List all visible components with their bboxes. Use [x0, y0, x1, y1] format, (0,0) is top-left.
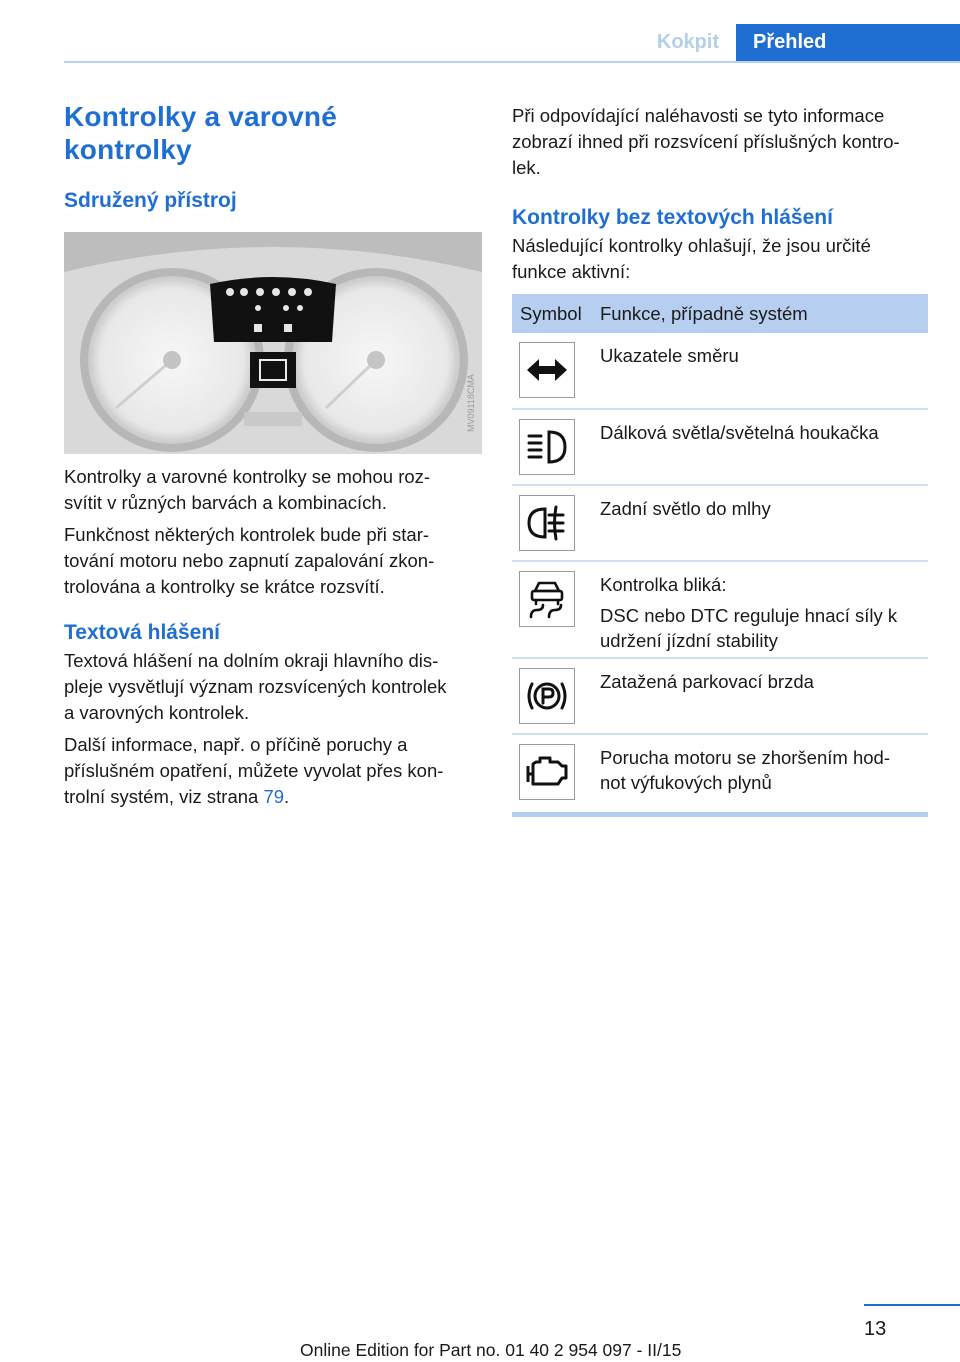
stability-control-icon [519, 571, 575, 627]
text-line: funkce aktivní: [512, 261, 631, 282]
footer-divider [864, 1304, 960, 1306]
page-title-line2: kontrolky [64, 134, 192, 165]
symbol-cell [512, 486, 600, 560]
text-line: udržení jízdní stability [600, 630, 778, 651]
section-title-no-text: Kontrolky bez textových hlášení [512, 206, 833, 229]
edition-note: Online Edition for Part no. 01 40 2 954 097 - II/15 [300, 1340, 682, 1360]
table-row [512, 333, 928, 410]
text-line: Další informace, např. o příčině poruchy a [64, 734, 408, 755]
text-fragment: . [284, 786, 290, 807]
text-line: Následující kontrolky ohlašují, že jsou určité [512, 235, 871, 256]
cluster-paragraph [64, 464, 484, 516]
symbol-cell [512, 410, 600, 484]
page-title [64, 100, 484, 166]
table-row [512, 659, 928, 735]
text-line: zobrazí ihned při rozsvícení příslušných kontro‐ [512, 131, 900, 152]
symbol-cell [512, 333, 600, 408]
instrument-cluster-illustration [64, 232, 482, 454]
table-row [512, 486, 928, 562]
function-cell [600, 659, 928, 733]
page-link[interactable]: 79 [263, 786, 285, 807]
text-line: Ukazatele směru [600, 345, 739, 366]
page-title-line1: Kontrolky a varovné [64, 101, 337, 132]
function-cell [600, 410, 928, 484]
more-info-paragraph [64, 732, 484, 810]
text-line: tování motoru nebo zapnutí zapalování zkon‐ [64, 550, 435, 571]
table-row [512, 562, 928, 659]
turn-signal-icon [519, 342, 575, 398]
right-column [512, 103, 928, 285]
text-line: svítit v různých barvách a kombinacích. [64, 492, 387, 513]
table-row [512, 735, 928, 812]
column-header-symbol: Symbol [520, 303, 582, 324]
table-header [512, 294, 928, 333]
photo-code: MV09118CMA [466, 374, 476, 432]
section-title-text-messages: Textová hlášení [64, 621, 221, 644]
text-line: trolována a kontrolky se krátce rozsvítí. [64, 576, 385, 597]
text-line: Zatažená parkovací brzda [600, 671, 814, 692]
text-fragment: trolní systém, viz strana [64, 786, 264, 807]
symbol-cell [512, 735, 600, 812]
engine-malfunction-icon [519, 744, 575, 800]
function-cell [600, 562, 928, 657]
text-messages-paragraph [64, 648, 484, 726]
indicator-table [512, 294, 928, 817]
header-divider [64, 61, 960, 63]
tab-prehled[interactable]: Přehled [736, 24, 960, 61]
text-line: Textová hlášení na dolním okraji hlavního dis‐ [64, 650, 439, 671]
text-line: pleje vysvětlují význam rozsvícených kontrolek [64, 676, 447, 697]
instrument-cluster-photo [64, 232, 482, 454]
function-cell [600, 486, 928, 560]
text-line: Funkčnost některých kontrolek bude při star‐ [64, 524, 430, 545]
function-check-paragraph [64, 522, 484, 600]
text-line: příslušném opatření, můžete vyvolat přes kon‐ [64, 760, 444, 781]
text-line: Zadní světlo do mlhy [600, 498, 771, 519]
symbol-cell [512, 659, 600, 733]
tab-kokpit[interactable]: Kokpit [656, 31, 720, 53]
text-line: DSC nebo DTC reguluje hnací síly k [600, 605, 898, 626]
text-line: not výfukových plynů [600, 772, 772, 793]
indicators-intro-paragraph [512, 233, 928, 285]
rear-fog-light-icon [519, 495, 575, 551]
high-beam-icon [519, 419, 575, 475]
text-line: Při odpovídající naléhavosti se tyto informace [512, 105, 885, 126]
left-column [64, 100, 484, 214]
page-number: 13 [864, 1318, 887, 1340]
subtitle-cluster: Sdružený přístroj [64, 189, 237, 212]
text-line: Dálková světla/světelná houkačka [600, 422, 879, 443]
column-header-function: Funkce, případně systém [600, 303, 808, 324]
text-line: Porucha motoru se zhoršením hod‐ [600, 747, 890, 768]
symbol-cell [512, 562, 600, 657]
urgency-paragraph [512, 103, 928, 181]
text-line: a varovných kontrolek. [64, 702, 250, 723]
function-cell [600, 735, 928, 812]
text-line [64, 784, 484, 810]
parking-brake-icon [519, 668, 575, 724]
function-cell [600, 333, 928, 408]
text-line: lek. [512, 157, 541, 178]
text-line: Kontrolky a varovné kontrolky se mohou roz‐ [64, 466, 431, 487]
left-body [64, 464, 484, 810]
table-row [512, 410, 928, 486]
table-footer-bar [512, 812, 928, 817]
text-line: Kontrolka bliká: [600, 574, 727, 595]
